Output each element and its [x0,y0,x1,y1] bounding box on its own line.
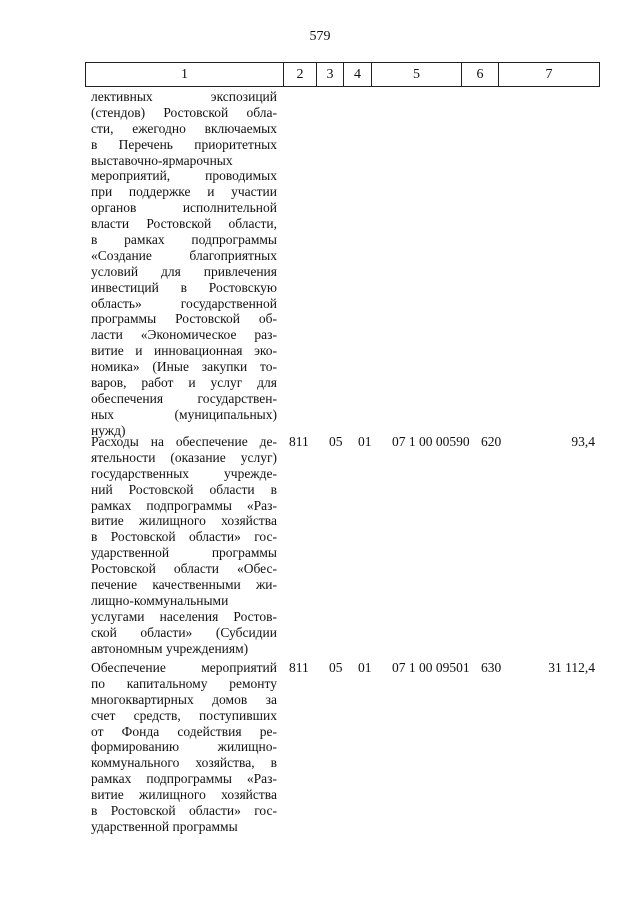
header-col-2: 2 [283,63,316,86]
description-line: (стендов) Ростовской обла- [91,104,277,120]
description-line: в Перечень приоритетных [91,136,277,152]
description-line: по капитальному ремонту [91,675,277,691]
cell-c7: 93,4 [571,434,595,449]
description-line: варов, работ и услуг для [91,375,277,391]
description-line: счет средств, поступивших [91,707,277,723]
description-line: ний Ростовской области в [91,481,277,497]
description-line: Обеспечение мероприятий [91,660,277,675]
description-line: лищно-коммунальными [91,592,229,608]
description-line: область» государственной [91,295,277,311]
cell-c5: 07 1 00 00590 [392,434,470,449]
row-description [91,660,277,835]
cell-c4: 01 [358,660,372,675]
description-line: витие жилищного хозяйства [91,513,277,529]
cell-c2: 811 [289,660,309,675]
description-line: рамках подпрограммы «Раз- [91,497,277,513]
description-line: условий для привлечения [91,263,277,279]
cell-c6: 620 [481,434,502,449]
description-line: номика» (Иные закупки то- [91,359,277,375]
description-line: Ростовской области «Обес- [91,561,277,577]
description-line: «Создание благоприятных [91,247,277,263]
description-line: власти Ростовской области, [91,216,277,232]
description-line: программы Ростовской об- [91,311,277,327]
description-line: сти, ежегодно включаемых [91,120,277,136]
description-line: ных (муниципальных) [91,406,277,422]
description-line: в Ростовской области» гос- [91,529,277,545]
description-line: формированию жилищно- [91,739,277,755]
description-line: ятельности (оказание услуг) [91,449,277,465]
cell-c2: 811 [289,434,309,449]
description-line: коммунального хозяйства, в [91,755,277,771]
description-line: витие жилищного хозяйства [91,787,277,803]
description-line: рамках подпрограммы «Раз- [91,771,277,787]
description-line: мероприятий, проводимых [91,168,277,184]
description-line: ударственной программы [91,818,238,834]
row-description [91,434,277,656]
description-line: выставочно-ярмарочных [91,152,233,168]
description-line: многоквартирных домов за [91,691,277,707]
header-col-7: 7 [498,63,600,86]
description-line: органов исполнительной [91,200,277,216]
description-line: нужд) [91,422,126,438]
description-line: в рамках подпрограммы [91,232,277,248]
description-line: Расходы на обеспечение де- [91,434,277,449]
header-col-3: 3 [316,63,343,86]
description-line: услугами населения Ростов- [91,608,277,624]
header-col-5: 5 [371,63,461,86]
cell-c6: 630 [481,660,502,675]
description-line: печение качественными жи- [91,577,277,593]
description-line: государственных учрежде- [91,465,277,481]
description-line: витие и инновационная эко- [91,343,277,359]
description-line: ласти «Экономическое раз- [91,327,277,343]
description-line: ской области» (Субсидии [91,624,277,640]
description-line: автономным учреждениям) [91,640,249,656]
cell-c3: 05 [329,660,343,675]
header-col-6: 6 [461,63,498,86]
description-line: ударственной программы [91,545,277,561]
cell-c7: 31 112,4 [548,660,595,675]
description-line: при поддержке и участии [91,184,277,200]
header-col-4: 4 [343,63,371,86]
table-header-row [85,62,600,87]
cell-c4: 01 [358,434,372,449]
description-line: от Фонда содействия ре- [91,723,277,739]
description-line: обеспечения государствен- [91,390,277,406]
row-description [91,89,277,439]
header-col-1: 1 [85,63,283,86]
page-number: 579 [309,29,331,44]
description-line: лективных экспозиций [91,89,277,104]
description-line: инвестиций в Ростовскую [91,279,277,295]
cell-c3: 05 [329,434,343,449]
cell-c5: 07 1 00 09501 [392,660,470,675]
description-line: в Ростовской области» гос- [91,803,277,819]
